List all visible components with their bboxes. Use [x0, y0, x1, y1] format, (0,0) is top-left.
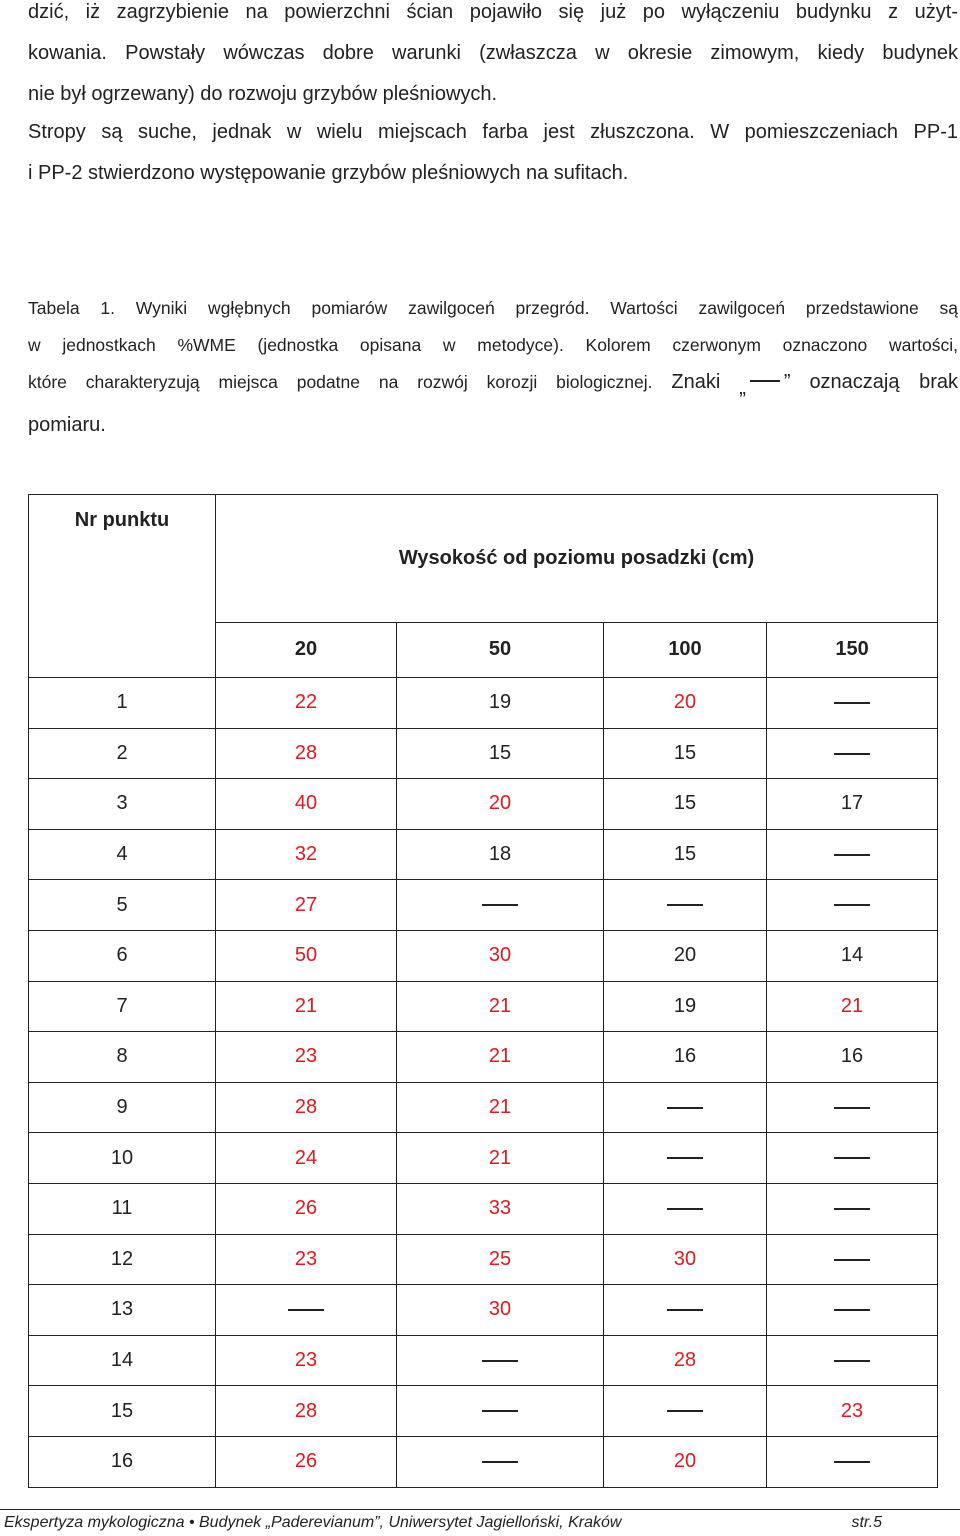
measurement-value-highlighted: 26	[216, 1436, 397, 1487]
ceilings-line: Stropy są suche, jednak w wielu miejscach farba jest złuszczona. W pomieszczeniach PP-1	[28, 121, 958, 143]
dash-marker	[667, 1107, 703, 1109]
dash-marker	[834, 904, 870, 906]
point-number: 3	[29, 779, 216, 830]
measurement-value-highlighted: 40	[216, 779, 397, 830]
missing-measurement	[397, 1386, 604, 1437]
missing-measurement	[604, 880, 767, 931]
point-number: 10	[29, 1133, 216, 1184]
page-footer	[4, 1514, 882, 1532]
missing-measurement	[767, 1436, 938, 1487]
measurement-value-highlighted: 25	[397, 1234, 604, 1285]
caption-text: które charakteryzują miejsca podatne na rozwój korozji biologicznej.	[28, 372, 653, 392]
measurement-value: 20	[604, 930, 767, 981]
intro-paragraph	[28, 0, 958, 115]
missing-measurement	[767, 1285, 938, 1336]
open-quote: „	[739, 377, 746, 399]
dash-marker	[834, 1309, 870, 1311]
table-caption	[28, 290, 958, 444]
point-number: 1	[29, 678, 216, 729]
table-row	[29, 930, 938, 981]
table-row	[29, 1335, 938, 1386]
measurement-value-highlighted: 23	[767, 1386, 938, 1437]
measurement-value-highlighted: 28	[216, 1386, 397, 1437]
measurement-value: 17	[767, 779, 938, 830]
point-number: 12	[29, 1234, 216, 1285]
point-number: 15	[29, 1386, 216, 1437]
missing-measurement	[604, 1183, 767, 1234]
table-row	[29, 1234, 938, 1285]
point-number: 13	[29, 1285, 216, 1336]
measurement-value-highlighted: 32	[216, 829, 397, 880]
table-row	[29, 1285, 938, 1336]
measurement-value-highlighted: 28	[604, 1335, 767, 1386]
missing-measurement	[767, 678, 938, 729]
point-number: 14	[29, 1335, 216, 1386]
measurement-value: 16	[604, 1032, 767, 1083]
ceilings-paragraph	[28, 112, 958, 194]
table-row	[29, 1032, 938, 1083]
dash-marker	[834, 702, 870, 704]
missing-measurement	[604, 1285, 767, 1336]
missing-measurement	[767, 1183, 938, 1234]
point-number: 5	[29, 880, 216, 931]
dash-marker	[834, 1360, 870, 1362]
dash-marker	[482, 1360, 518, 1362]
header-height-value: 150	[767, 622, 938, 677]
measurement-value: 14	[767, 930, 938, 981]
measurement-value: 16	[767, 1032, 938, 1083]
point-number: 6	[29, 930, 216, 981]
missing-measurement	[216, 1285, 397, 1336]
measurement-value-highlighted: 21	[767, 981, 938, 1032]
measurement-value-highlighted: 21	[397, 1133, 604, 1184]
missing-measurement	[604, 1133, 767, 1184]
point-number: 7	[29, 981, 216, 1032]
missing-measurement	[604, 1386, 767, 1437]
table-row	[29, 728, 938, 779]
header-height: Wysokość od poziomu posadzki (cm)	[216, 495, 938, 623]
measurement-value-highlighted: 23	[216, 1234, 397, 1285]
measurement-value: 15	[604, 829, 767, 880]
table-row	[29, 1133, 938, 1184]
footer-divider	[0, 1509, 960, 1510]
measurement-value-highlighted: 21	[397, 1082, 604, 1133]
caption-line: pomiaru.	[28, 414, 106, 436]
measurement-value-highlighted: 21	[397, 1032, 604, 1083]
footer-title: Ekspertyza mykologiczna • Budynek „Paderevianum”, Uniwersytet Jagielloński, Kraków	[4, 1514, 622, 1531]
caption-text: oznaczają brak	[809, 371, 958, 393]
dash-marker	[834, 753, 870, 755]
dash-marker	[482, 1461, 518, 1463]
missing-measurement	[604, 1082, 767, 1133]
missing-marker-sample	[739, 371, 791, 399]
point-number: 2	[29, 728, 216, 779]
missing-measurement	[767, 1082, 938, 1133]
point-number: 4	[29, 829, 216, 880]
point-number: 8	[29, 1032, 216, 1083]
measurement-value-highlighted: 33	[397, 1183, 604, 1234]
point-number: 9	[29, 1082, 216, 1133]
measurement-value-highlighted: 20	[604, 1436, 767, 1487]
caption-text: Znaki	[671, 371, 721, 393]
missing-measurement	[397, 1335, 604, 1386]
missing-measurement	[397, 880, 604, 931]
ceilings-line: i PP-2 stwierdzono występowanie grzybów pleśniowych na sufitach.	[28, 162, 629, 184]
dash-marker	[834, 1259, 870, 1261]
measurement-value: 15	[397, 728, 604, 779]
dash-marker	[667, 1309, 703, 1311]
measurement-value-highlighted: 27	[216, 880, 397, 931]
measurement-value-highlighted: 28	[216, 728, 397, 779]
intro-line: dzić, iż zagrzybienie na powierzchni ścian pojawiło się już po wyłączeniu budynku z użyt-	[28, 1, 958, 23]
measurement-value-highlighted: 24	[216, 1133, 397, 1184]
dash-marker	[834, 1461, 870, 1463]
missing-measurement	[767, 1335, 938, 1386]
measurement-value-highlighted: 20	[604, 678, 767, 729]
missing-measurement	[767, 1234, 938, 1285]
table-row	[29, 1436, 938, 1487]
table-row	[29, 1386, 938, 1437]
missing-measurement	[397, 1436, 604, 1487]
table-row	[29, 880, 938, 931]
table-row	[29, 1183, 938, 1234]
measurement-value-highlighted: 20	[397, 779, 604, 830]
measurement-value: 15	[604, 728, 767, 779]
measurement-value-highlighted: 23	[216, 1335, 397, 1386]
dash-sample	[750, 380, 780, 382]
measurement-value: 15	[604, 779, 767, 830]
point-number: 16	[29, 1436, 216, 1487]
intro-line: nie był ogrzewany) do rozwoju grzybów pleśniowych.	[28, 83, 498, 105]
page-number: str.5	[851, 1514, 882, 1531]
dash-marker	[667, 1157, 703, 1159]
missing-measurement	[767, 829, 938, 880]
dash-marker	[667, 1410, 703, 1412]
dash-marker	[482, 1410, 518, 1412]
dash-marker	[288, 1309, 324, 1311]
measurement-value-highlighted: 21	[397, 981, 604, 1032]
measurement-value-highlighted: 23	[216, 1032, 397, 1083]
measurement-value-highlighted: 30	[604, 1234, 767, 1285]
table-row	[29, 779, 938, 830]
close-quote: ”	[783, 371, 791, 393]
measurement-value-highlighted: 22	[216, 678, 397, 729]
point-number: 11	[29, 1183, 216, 1234]
moisture-table	[28, 494, 938, 1488]
measurement-value: 18	[397, 829, 604, 880]
dash-marker	[834, 1107, 870, 1109]
missing-measurement	[767, 880, 938, 931]
header-height-value: 100	[604, 622, 767, 677]
dash-marker	[834, 854, 870, 856]
measurement-value-highlighted: 28	[216, 1082, 397, 1133]
measurement-value: 19	[397, 678, 604, 729]
caption-line	[28, 364, 958, 407]
header-point-number: Nr punktu	[29, 495, 216, 678]
header-height-value: 20	[216, 622, 397, 677]
dash-marker	[667, 1208, 703, 1210]
dash-marker	[834, 1157, 870, 1159]
header-height-value: 50	[397, 622, 604, 677]
caption-line: w jednostkach %WME (jednostka opisana w metodyce). Kolorem czerwonym oznaczono wartości,	[28, 335, 958, 355]
measurement-value-highlighted: 50	[216, 930, 397, 981]
table-row	[29, 829, 938, 880]
measurement-value-highlighted: 30	[397, 1285, 604, 1336]
measurement-value-highlighted: 21	[216, 981, 397, 1032]
caption-line: Tabela 1. Wyniki wgłębnych pomiarów zawilgoceń przegród. Wartości zawilgoceń przedstawione są	[28, 298, 958, 318]
missing-measurement	[767, 1133, 938, 1184]
dash-marker	[667, 904, 703, 906]
table-row	[29, 1082, 938, 1133]
intro-line: kowania. Powstały wówczas dobre warunki (zwłaszcza w okresie zimowym, kiedy budynek	[28, 42, 958, 64]
table-row	[29, 678, 938, 729]
dash-marker	[834, 1208, 870, 1210]
dash-marker	[482, 904, 518, 906]
measurement-value-highlighted: 30	[397, 930, 604, 981]
missing-measurement	[767, 728, 938, 779]
table-row	[29, 981, 938, 1032]
measurement-value: 19	[604, 981, 767, 1032]
measurement-value-highlighted: 26	[216, 1183, 397, 1234]
